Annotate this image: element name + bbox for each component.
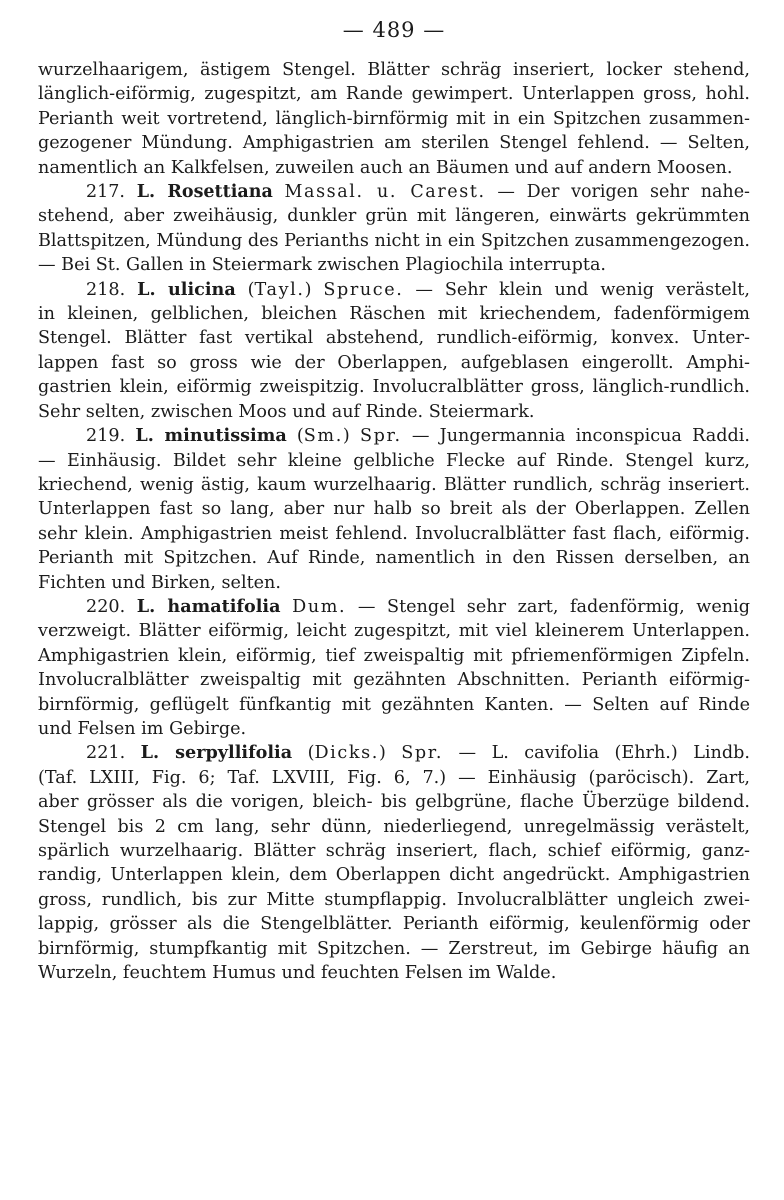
- text-segment: wurzelhaarigem, ästigem Stengel. Blätter schräg inseriert, locker stehend,: [38, 60, 750, 80]
- text-segment: stehend, aber zweihäusig, dunkler grün mit längeren, einwärts gekrümmten: [38, 206, 750, 227]
- text-segment: lappen fast so gross wie der Oberlappen, aufgeblasen eingerollt. Amphi-: [38, 352, 750, 373]
- text-line: [38, 82, 750, 106]
- text-line: [38, 400, 750, 424]
- text-segment: sehr klein. Amphigastrien meist fehlend. Involucralblätter fast flach, eiförmig.: [38, 523, 750, 544]
- text-line: [38, 497, 750, 521]
- text-line: [38, 619, 750, 643]
- text-line: [38, 522, 750, 546]
- text-segment: 217.: [86, 182, 137, 203]
- text-line: [38, 766, 750, 790]
- author-name: Dum.: [292, 596, 347, 617]
- text-segment: — Jungermannia inconspicua Raddi.: [401, 426, 750, 447]
- text-segment: Sehr selten, zwischen Moos und auf Rinde. Steiermark.: [38, 401, 535, 422]
- text-segment: länglich-eiförmig, zugespitzt, am Rande gewimpert. Unterlappen gross, hohl.: [38, 84, 750, 105]
- text-line: [38, 326, 750, 350]
- text-segment: Amphigastrien klein, eiförmig, tief zweispaltig mit pfriemenförmigen Zipfeln.: [38, 645, 750, 666]
- text-line: [38, 253, 750, 277]
- text-segment: kriechend, wenig ästig, kaum wurzelhaarig. Blätter rundlich, schräg inseriert.: [38, 474, 750, 495]
- text-line: [38, 961, 750, 985]
- text-segment: spärlich wurzelhaarig. Blätter schräg inseriert, flach, schief eiförmig, ganz-: [38, 841, 750, 861]
- text-segment: — Einhäusig. Bildet sehr kleine gelbliche Flecke auf Rinde. Stengel kurz,: [38, 450, 750, 471]
- text-segment: Wurzeln, feuchtem Humus und feuchten Felsen im Walde.: [38, 963, 557, 984]
- text-line: [38, 717, 750, 741]
- book-page: [38, 0, 750, 1200]
- text-line: [38, 668, 750, 692]
- text-line: [38, 107, 750, 131]
- text-line: [38, 790, 750, 814]
- page-number: — 489 —: [342, 18, 446, 42]
- text-line: [38, 156, 750, 180]
- text-segment: Blattspitzen, Mündung des Perianths nicht in ein Spitzchen zusammengezogen.: [38, 230, 750, 251]
- text-segment: lappig, grösser als die Stengelblätter. Perianth eiförmig, keulenförmig oder: [38, 914, 750, 935]
- species-name: L. minutissima: [135, 425, 287, 447]
- text-segment: namentlich an Kalkfelsen, zuweilen auch an Bäumen und auf andern Moosen.: [38, 157, 733, 178]
- text-segment: [273, 182, 285, 202]
- text-segment: 221.: [86, 743, 141, 764]
- text-line: [38, 351, 750, 375]
- text-segment: (: [235, 279, 255, 300]
- text-segment: Unterlappen fast so lang, aber nur halb so breit als der Oberlappen. Zellen: [38, 499, 750, 520]
- text-segment: ): [342, 426, 360, 447]
- text-line: [38, 888, 750, 912]
- text-line: [38, 693, 750, 717]
- text-segment: — Bei St. Gallen in Steiermark zwischen Plagiochila interrupta.: [38, 255, 607, 276]
- text-line: [38, 180, 750, 204]
- text-segment: 218.: [86, 279, 138, 300]
- text-segment: aber grösser als die vorigen, bleich- bis gelbgrüne, flache Überzüge bildend.: [38, 792, 750, 813]
- text-segment: — Sehr klein und wenig verästelt,: [403, 279, 750, 300]
- text-line: [38, 863, 750, 887]
- text-segment: in kleinen, gelblichen, bleichen Räschen mit kriechendem, fadenförmigem: [38, 304, 750, 325]
- species-name: L. hamatifolia: [136, 595, 281, 617]
- body-text: [38, 58, 750, 985]
- text-segment: Stengel bis 2 cm lang, sehr dünn, niederliegend, unregelmässig verästelt,: [38, 816, 750, 837]
- text-segment: gezogener Mündung. Amphigastrien am sterilen Stengel fehlend. — Selten,: [38, 133, 750, 154]
- text-segment: verzweigt. Blätter eiförmig, leicht zugespitzt, mit viel kleinerem Unterlappen.: [38, 621, 750, 642]
- text-segment: birnförmig, stumpfkantig mit Spitzchen. — Zerstreut, im Gebirge häufig an: [38, 938, 750, 959]
- text-line: [38, 839, 750, 863]
- species-name: L. ulicina: [137, 278, 236, 300]
- text-line: [38, 644, 750, 668]
- text-line: [38, 424, 750, 448]
- text-segment: gross, rundlich, bis zur Mitte stumpflappig. Involucralblätter ungleich zwei-: [38, 889, 750, 910]
- text-segment: und Felsen im Gebirge.: [38, 718, 247, 739]
- text-line: [38, 741, 750, 765]
- author-name: Spruce.: [323, 279, 404, 300]
- text-line: [38, 58, 750, 82]
- text-segment: — L. cavifolia (Ehrh.) Lindb.: [443, 743, 750, 764]
- text-segment: Perianth weit vortretend, länglich-birnförmig mit in ein Spitzchen zusammen-: [38, 108, 750, 129]
- text-line: [38, 449, 750, 473]
- text-segment: gastrien klein, eiförmig zweispitzig. Involucralblätter gross, länglich-rundlich.: [38, 377, 750, 398]
- text-segment: [281, 597, 293, 617]
- text-segment: Perianth mit Spitzchen. Auf Rinde, namentlich in den Rissen derselben, an: [38, 548, 750, 569]
- text-line: [38, 912, 750, 936]
- text-line: [38, 571, 750, 595]
- text-line: [38, 278, 750, 302]
- author-name: Massal. u. Carest.: [284, 182, 486, 203]
- text-segment: ): [378, 743, 402, 764]
- text-segment: Fichten und Birken, selten.: [38, 572, 281, 593]
- author-name: Sm.: [303, 426, 343, 447]
- text-line: [38, 937, 750, 961]
- text-line: [38, 546, 750, 570]
- author-name: Spr.: [359, 426, 402, 447]
- text-line: [38, 229, 750, 253]
- species-name: L. Rosettiana: [136, 182, 273, 203]
- species-name: L. serpyllifolia: [140, 742, 293, 764]
- text-segment: (: [292, 743, 315, 764]
- text-segment: — Der vorigen sehr nahe-: [485, 182, 750, 203]
- text-line: [38, 473, 750, 497]
- text-segment: (Taf. LXIII, Fig. 6; Taf. LXVIII, Fig. 6, 7.) — Einhäusig (paröcisch). Zart,: [38, 767, 750, 788]
- text-segment: randig, Unterlappen klein, dem Oberlappen dicht angedrückt. Amphigastrien: [38, 865, 750, 886]
- text-segment: birnförmig, geflügelt fünfkantig mit gezähnten Kanten. — Selten auf Rinde: [38, 694, 750, 715]
- text-line: [38, 302, 750, 326]
- text-segment: Stengel. Blätter fast vertikal abstehend, rundlich-eiförmig, konvex. Unter-: [38, 328, 750, 349]
- text-line: [38, 595, 750, 619]
- text-line: [38, 815, 750, 839]
- author-name: Dicks.: [314, 743, 379, 764]
- author-name: Spr.: [401, 743, 444, 764]
- text-line: [38, 204, 750, 228]
- text-line: [38, 131, 750, 155]
- author-name: Tayl.: [254, 279, 305, 300]
- text-segment: (: [286, 426, 304, 447]
- text-segment: Involucralblätter zweispaltig mit gezähnten Abschnitten. Perianth eiförmig-: [38, 670, 750, 691]
- text-segment: ): [304, 279, 324, 300]
- text-line: [38, 375, 750, 399]
- text-segment: 219.: [86, 426, 136, 447]
- text-segment: 220.: [86, 596, 137, 617]
- text-segment: — Stengel sehr zart, fadenförmig, wenig: [346, 596, 750, 617]
